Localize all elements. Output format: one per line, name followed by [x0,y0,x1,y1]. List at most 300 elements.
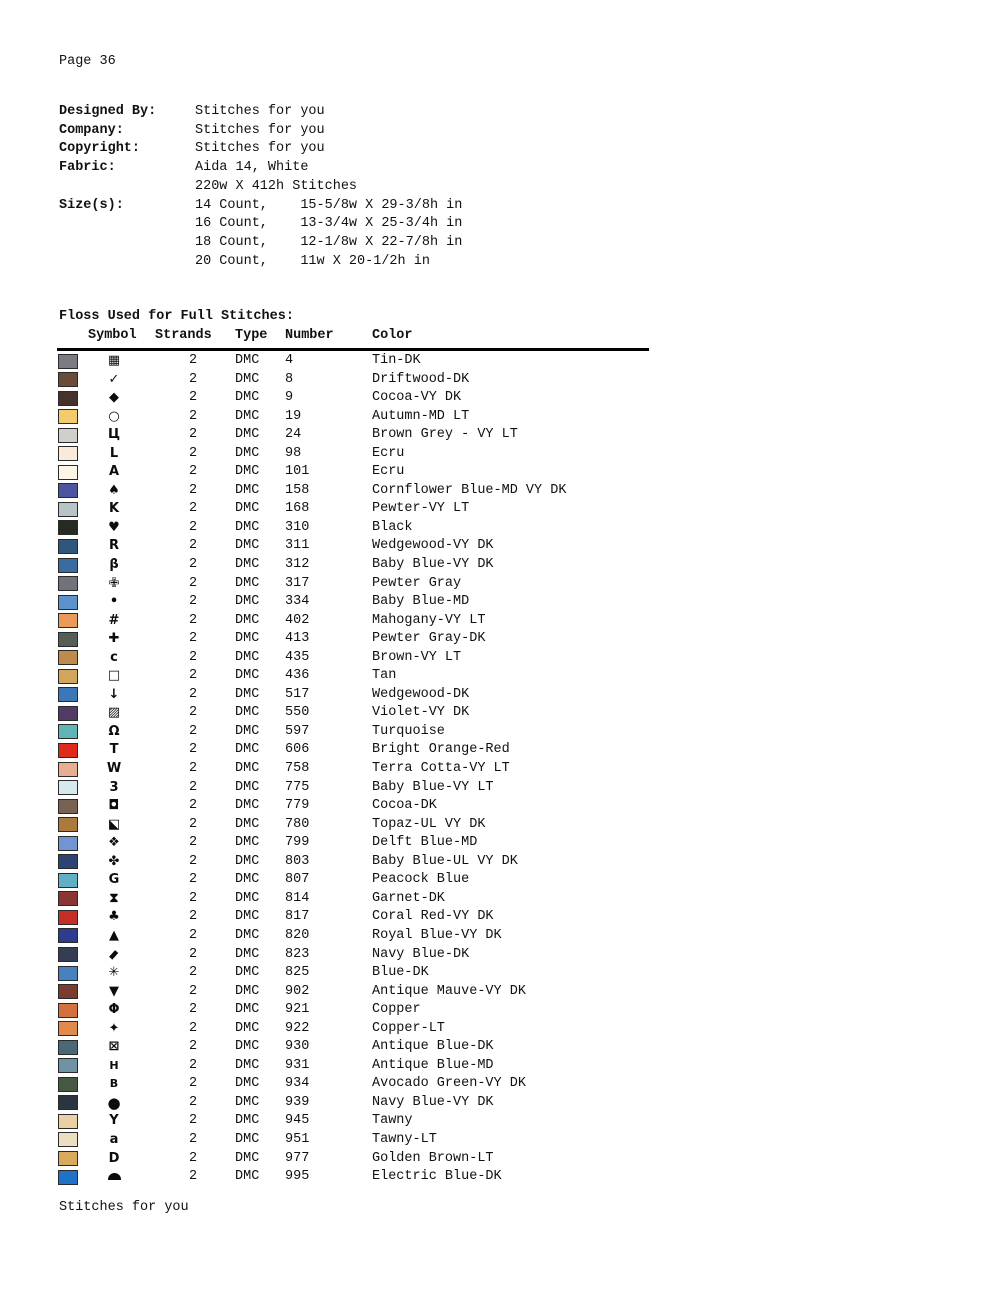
floss-color-name: Tawny [372,1113,413,1129]
floss-color-name: Peacock Blue [372,872,470,888]
strands-value: 2 [188,1094,198,1110]
stitch-symbol-icon: ⧗ [109,890,119,906]
color-swatch [58,539,78,554]
floss-color-name: Autumn-MD LT [372,408,470,424]
floss-color-name: Coral Red-VY DK [372,909,494,925]
floss-number: 435 [285,649,310,665]
floss-type: DMC [235,482,260,498]
color-swatch [58,558,78,573]
floss-color-name: Baby Blue-MD [372,594,470,610]
floss-type: DMC [235,835,260,851]
info-value: 18 Count, 12-1/8w X 22-7/8h in [195,234,463,250]
floss-type: DMC [235,723,260,739]
strands-value: 2 [188,890,198,906]
floss-row [57,686,757,705]
floss-color-name: Violet-VY DK [372,705,470,721]
floss-color-name: Driftwood-DK [372,371,470,387]
floss-color-name: Antique Mauve-VY DK [372,983,526,999]
color-swatch [58,928,78,943]
strands-value: 2 [188,1039,198,1055]
floss-color-name: Cornflower Blue-MD VY DK [372,482,567,498]
floss-color-name: Electric Blue-DK [372,1169,502,1185]
floss-type: DMC [235,408,260,424]
strands-value: 2 [188,927,198,943]
floss-number: 934 [285,1076,310,1092]
floss-number: 775 [285,779,310,795]
color-swatch [58,1040,78,1055]
floss-number: 317 [285,575,310,591]
floss-table-body [57,352,757,1187]
strands-value: 2 [188,631,198,647]
stitch-symbol-icon: ✤ [108,853,120,869]
floss-type: DMC [235,686,260,702]
stitch-symbol-icon: ✚ [108,631,120,647]
stitch-symbol-icon: H [109,1058,119,1072]
floss-number: 168 [285,501,310,517]
strands-value: 2 [188,668,198,684]
strands-value: 2 [188,427,198,443]
color-swatch [58,1151,78,1166]
info-value: Stitches for you [195,141,325,157]
info-value: Stitches for you [195,122,325,138]
strands-value: 2 [188,1020,198,1036]
floss-type: DMC [235,390,260,406]
floss-row [57,371,757,390]
stitch-symbol-icon: # [108,612,120,628]
floss-type: DMC [235,464,260,480]
floss-color-name: Topaz-UL VY DK [372,816,486,832]
floss-row [57,871,757,890]
floss-number: 98 [285,445,302,461]
floss-row [57,630,757,649]
strands-value: 2 [188,538,198,554]
stitch-symbol-icon [87,1168,141,1187]
floss-row [57,908,757,927]
stitch-symbol-icon: Ц [107,427,121,443]
floss-number: 4 [285,353,294,368]
floss-color-name: Turquoise [372,723,445,739]
floss-color-name: Pewter-VY LT [372,501,470,517]
floss-type: DMC [235,1076,260,1092]
floss-type: DMC [235,575,260,591]
color-swatch [58,947,78,962]
info-row [59,103,462,122]
page-footer: Stitches for you [59,1200,189,1215]
stitch-symbol-icon: ✦ [108,1020,120,1036]
floss-row [57,519,757,538]
floss-table-title: Floss Used for Full Stitches: [59,309,294,324]
floss-row [57,1020,757,1039]
info-value: Aida 14, White [195,160,309,176]
floss-row [57,983,757,1002]
floss-color-name: Garnet-DK [372,890,445,906]
color-swatch [58,836,78,851]
floss-color-name: Tawny-LT [372,1131,437,1147]
stitch-symbol-icon: G [108,872,120,888]
stitch-symbol-icon: L [109,445,119,461]
floss-type: DMC [235,1150,260,1166]
stitch-symbol-icon: ▬ [104,945,123,963]
strands-value: 2 [188,965,198,981]
color-swatch [58,724,78,739]
floss-number: 945 [285,1113,310,1129]
floss-number: 951 [285,1131,310,1147]
color-swatch [58,817,78,832]
floss-number: 311 [285,538,310,554]
floss-number: 902 [285,983,310,999]
color-swatch [58,984,78,999]
strands-value: 2 [188,1169,198,1185]
stitch-symbol-icon: W [106,761,122,777]
floss-row [57,593,757,612]
stitch-symbol-icon: ▲ [109,927,119,943]
floss-type: DMC [235,501,260,517]
strands-value: 2 [188,482,198,498]
floss-number: 19 [285,408,302,424]
floss-color-name: Baby Blue-UL VY DK [372,853,518,869]
color-swatch [58,391,78,406]
floss-row [57,964,757,983]
floss-row [57,927,757,946]
stitch-symbol-icon: ● [107,1093,121,1112]
floss-number: 995 [285,1169,310,1185]
floss-color-name: Tin-DK [372,353,421,368]
floss-number: 9 [285,390,294,406]
floss-type: DMC [235,909,260,925]
floss-type: DMC [235,594,260,610]
floss-number: 825 [285,965,310,981]
floss-number: 597 [285,723,310,739]
floss-type: DMC [235,668,260,684]
stitch-symbol-icon: ▼ [109,983,119,999]
floss-color-name: Ecru [372,464,405,480]
color-swatch [58,483,78,498]
color-swatch [58,799,78,814]
floss-number: 606 [285,742,310,758]
color-swatch [58,873,78,888]
floss-type: DMC [235,1113,260,1129]
floss-number: 158 [285,482,310,498]
stitch-symbol-icon: ▦ [107,353,121,368]
floss-row [57,853,757,872]
strands-value: 2 [188,798,198,814]
strands-value: 2 [188,371,198,387]
strands-value: 2 [188,705,198,721]
floss-row [57,500,757,519]
floss-number: 312 [285,557,310,573]
strands-value: 2 [188,686,198,702]
floss-color-name: Cocoa-DK [372,798,437,814]
color-swatch [58,780,78,795]
floss-type: DMC [235,631,260,647]
stitch-symbol-icon: K [108,501,120,517]
info-label: Company: [59,122,124,138]
stitch-symbol-icon: ◘ [108,798,120,814]
floss-color-name: Brown-VY LT [372,649,462,665]
info-label: Size(s): [59,197,124,213]
info-row [59,159,462,178]
floss-color-name: Tan [372,668,397,684]
stitch-symbol-icon: 3 [109,779,119,795]
column-header-number: Number [285,328,334,343]
color-swatch [58,669,78,684]
color-swatch [58,743,78,758]
floss-row [57,1150,757,1169]
floss-row [57,741,757,760]
floss-number: 823 [285,946,310,962]
strands-value: 2 [188,853,198,869]
floss-number: 817 [285,909,310,925]
floss-type: DMC [235,965,260,981]
color-swatch [58,595,78,610]
strands-value: 2 [188,761,198,777]
floss-row [57,816,757,835]
color-swatch [58,372,78,387]
stitch-symbol-icon: ✳ [108,965,120,981]
floss-type: DMC [235,353,260,368]
stitch-symbol-icon: c [110,649,118,665]
info-label: Copyright: [59,141,141,157]
strands-value: 2 [188,742,198,758]
info-value: 16 Count, 13-3/4w X 25-3/4h in [195,216,463,232]
strands-value: 2 [188,501,198,517]
stitch-symbol-icon: ❖ [108,835,120,851]
floss-type: DMC [235,371,260,387]
stitch-symbol-icon: ♠ [108,482,120,498]
strands-value: 2 [188,649,198,665]
floss-type: DMC [235,1039,260,1055]
floss-type: DMC [235,557,260,573]
stitch-symbol-icon: ◪ [107,816,121,832]
floss-row [57,1094,757,1113]
stitch-symbol-icon: ♣ [108,909,120,925]
color-swatch [58,520,78,535]
floss-number: 814 [285,890,310,906]
floss-number: 939 [285,1094,310,1110]
strands-value: 2 [188,946,198,962]
floss-color-name: Pewter Gray [372,575,462,591]
floss-color-name: Mahogany-VY LT [372,612,486,628]
stitch-symbol-icon: Φ [108,1002,120,1018]
floss-type: DMC [235,1020,260,1036]
floss-type: DMC [235,427,260,443]
color-swatch [58,428,78,443]
floss-color-name: Delft Blue-MD [372,835,478,851]
color-swatch [58,891,78,906]
floss-number: 758 [285,761,310,777]
color-swatch [58,354,78,369]
floss-type: DMC [235,983,260,999]
color-swatch [58,409,78,424]
floss-type: DMC [235,890,260,906]
floss-number: 8 [285,371,294,387]
strands-value: 2 [188,1113,198,1129]
floss-row [57,352,757,371]
floss-type: DMC [235,927,260,943]
table-header-rule [57,348,649,351]
floss-type: DMC [235,1131,260,1147]
info-row [59,122,462,141]
floss-type: DMC [235,1169,260,1185]
stitch-symbol-icon: Ω [108,723,120,739]
floss-row [57,760,757,779]
stitch-symbol-icon: □ [107,668,121,684]
stitch-symbol-icon: ♥ [108,519,120,535]
column-header-color: Color [372,328,413,343]
strands-value: 2 [188,557,198,573]
strands-value: 2 [188,519,198,535]
floss-color-name: Golden Brown-LT [372,1150,494,1166]
floss-color-name: Black [372,519,413,535]
color-swatch [58,1170,78,1185]
color-swatch [58,632,78,647]
floss-table-header [57,328,657,348]
floss-type: DMC [235,816,260,832]
strands-value: 2 [188,1057,198,1073]
floss-row [57,779,757,798]
floss-number: 436 [285,668,310,684]
info-value: 220w X 412h Stitches [195,178,358,194]
color-swatch [58,502,78,517]
info-value: 20 Count, 11w X 20-1/2h in [195,253,430,269]
floss-type: DMC [235,519,260,535]
floss-number: 780 [285,816,310,832]
stitch-symbol-icon: • [109,594,119,610]
stitch-symbol-icon: Y [109,1113,119,1129]
info-label [59,234,195,253]
floss-row [57,556,757,575]
floss-row [57,834,757,853]
page-number: Page 36 [59,54,116,69]
floss-row [57,890,757,909]
floss-type: DMC [235,705,260,721]
floss-color-name: Baby Blue-VY DK [372,557,494,573]
column-header-strands: Strands [155,328,212,343]
floss-color-name: Brown Grey - VY LT [372,427,518,443]
strands-value: 2 [188,872,198,888]
strands-value: 2 [188,1150,198,1166]
info-label: Fabric: [59,160,116,176]
stitch-symbol-icon: ↓ [108,686,120,702]
column-header-symbol: Symbol [88,328,137,343]
dome-symbol-icon [108,1173,121,1180]
color-swatch [58,1095,78,1110]
stitch-symbol-icon: a [109,1131,119,1147]
color-swatch [58,1077,78,1092]
strands-value: 2 [188,390,198,406]
stitch-symbol-icon: A [108,464,120,480]
floss-number: 310 [285,519,310,535]
floss-number: 24 [285,427,302,443]
stitch-symbol-icon: ✓ [108,371,120,387]
floss-row [57,1001,757,1020]
floss-color-name: Bright Orange-Red [372,742,510,758]
floss-color-name: Royal Blue-VY DK [372,927,502,943]
stitch-symbol-icon: ◆ [109,390,119,406]
floss-type: DMC [235,798,260,814]
stitch-symbol-icon: T [109,742,119,758]
floss-number: 779 [285,798,310,814]
strands-value: 2 [188,909,198,925]
floss-row [57,1131,757,1150]
pattern-info-block [59,103,462,271]
floss-type: DMC [235,872,260,888]
color-swatch [58,854,78,869]
strands-value: 2 [188,779,198,795]
floss-row [57,408,757,427]
floss-color-name: Wedgewood-DK [372,686,470,702]
floss-type: DMC [235,761,260,777]
floss-color-name: Wedgewood-VY DK [372,538,494,554]
floss-number: 922 [285,1020,310,1036]
floss-row [57,482,757,501]
color-swatch [58,1114,78,1129]
stitch-symbol-icon: ⊠ [108,1039,120,1055]
floss-number: 550 [285,705,310,721]
floss-color-name: Antique Blue-DK [372,1039,494,1055]
stitch-symbol-icon: β [109,557,119,573]
floss-number: 820 [285,927,310,943]
floss-color-name: Terra Cotta-VY LT [372,761,510,777]
floss-number: 799 [285,835,310,851]
color-swatch [58,613,78,628]
strands-value: 2 [188,464,198,480]
strands-value: 2 [188,594,198,610]
floss-number: 803 [285,853,310,869]
stitch-symbol-icon: D [108,1150,120,1166]
info-row [59,140,462,159]
floss-row [57,1112,757,1131]
floss-type: DMC [235,1094,260,1110]
info-label [59,215,195,234]
info-label [59,253,195,272]
floss-number: 413 [285,631,310,647]
floss-row [57,1075,757,1094]
floss-type: DMC [235,742,260,758]
floss-color-name: Avocado Green-VY DK [372,1076,526,1092]
color-swatch [58,706,78,721]
floss-type: DMC [235,538,260,554]
color-swatch [58,576,78,591]
floss-color-name: Ecru [372,445,405,461]
floss-type: DMC [235,946,260,962]
stitch-symbol-icon: ○ [108,408,120,424]
color-swatch [58,465,78,480]
color-swatch [58,910,78,925]
floss-row [57,946,757,965]
strands-value: 2 [188,1002,198,1018]
floss-color-name: Navy Blue-DK [372,946,470,962]
info-row [59,234,462,253]
floss-type: DMC [235,779,260,795]
strands-value: 2 [188,612,198,628]
floss-color-name: Navy Blue-VY DK [372,1094,494,1110]
color-swatch [58,1132,78,1147]
floss-number: 402 [285,612,310,628]
floss-type: DMC [235,1057,260,1073]
info-row [59,178,462,197]
floss-number: 334 [285,594,310,610]
color-swatch [58,687,78,702]
floss-type: DMC [235,445,260,461]
floss-row [57,1038,757,1057]
floss-type: DMC [235,853,260,869]
floss-row [57,797,757,816]
floss-color-name: Copper [372,1002,421,1018]
floss-number: 921 [285,1002,310,1018]
strands-value: 2 [188,816,198,832]
strands-value: 2 [188,353,198,368]
